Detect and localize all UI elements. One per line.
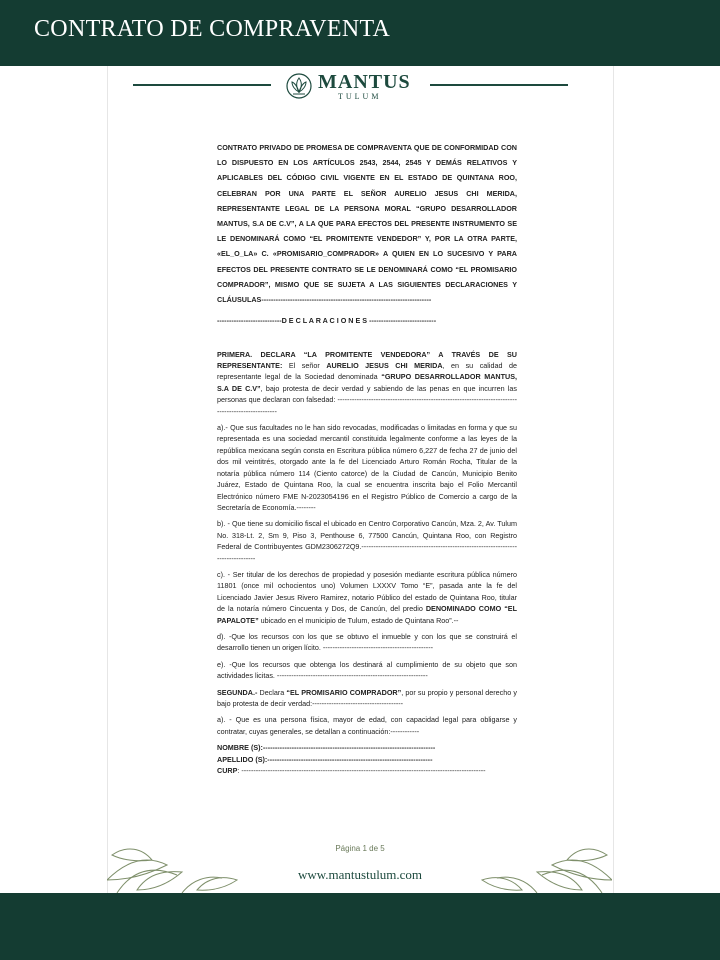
header-band xyxy=(0,0,720,66)
segunda-text-1: Declara xyxy=(257,687,287,697)
contract-body xyxy=(217,140,517,776)
segunda-bold: “EL PROMISARIO COMPRADOR” xyxy=(286,687,402,697)
clause-b: b). - Que tiene su domicilio fiscal el ubicado en Centro Corporativo Cancún, Mza. 2, Av. Tulum No. 318-Lt. 2, Sm 9, Piso 3, Penthouse 6, 77500 Cancún, Quintana Roo, con Registro Federal de Contribuyentes GDM2306272Q9.--------------------------------------------------------------------------------- xyxy=(217,519,517,563)
field-nombre: NOMBRE (S):------------------------------------------------------------------------ xyxy=(217,743,436,753)
field-apellido: APELLIDO (S):--------------------------------------------------------------------- xyxy=(217,754,433,764)
contract-intro: CONTRATO PRIVADO DE PROMESA DE COMPRAVENTA QUE DE CONFORMIDAD CON LO DISPUESTO EN LOS ARTÍCULOS 2543, 2544, 2545 Y DEMÁS RELATIVOS Y APLICABLES DEL CÓDIGO CIVIL VIGENTE EN EL ESTADO DE QUINTANA ROO, CELEBRAN POR UNA PARTE EL SEÑOR AURELIO JESUS CHI MERIDA, REPRESENTANTE LEGAL DE LA PERSONA MORAL “GRUPO DESARROLLADOR MANTUS, S.A DE C.V”, A LA QUE PARA EFECTOS DEL PRESENTE INSTRUMENTO SE LE DENOMINARÁ COMO “EL PROMITENTE VENDEDOR” Y, POR LA OTRA PARTE, «EL_O_LA» C. «PROMISARIO_COMPRADOR» A QUIEN EN LO SUCESIVO Y PARA EFECTOS DEL PRESENTE CONTRATO SE LE DENOMINARÁ COMO “EL PROMISARIO COMPRADOR”, MISMO QUE SE SUJETA A LAS SIGUIENTES DECLARACIONES Y CLÁUSULAS----------------------------------------------------------------------- xyxy=(217,143,517,305)
clause-c-text-1: c). - Ser titular de los derechos de propiedad y posesión mediante escritura pública número 11801 (once mil ochocientos uno) Volumen LXXXV Tomo “E”, pasada ante la fe del Licenciado Javier Jesus Rivero Ramirez, notario Público del estado de Quintana Roo, titular de la notaría número Cincuenta y Dos, de Cancún, del predio xyxy=(217,569,517,614)
lotus-logo-icon xyxy=(286,73,312,99)
logo-divider-right xyxy=(430,84,568,86)
clause-c xyxy=(217,569,517,626)
website-link[interactable]: www.mantustulum.com xyxy=(297,867,423,882)
page-number: Página 1 de 5 xyxy=(335,844,385,853)
logo-subtitle: TULUM xyxy=(338,92,382,101)
segunda-clause-a: a). - Que es una persona física, mayor de edad, con capacidad legal para obligarse y contratar, cuyas generales, se detallan a continuación:------------ xyxy=(217,715,517,736)
clause-e: e). -Que los recursos que obtenga los destinará al cumplimiento de su objeto que son actividades licitas. --------------------------------------------------------------- xyxy=(217,659,517,681)
field-curp xyxy=(217,765,517,776)
footer-band xyxy=(0,893,720,960)
primera-text-2: , en su calidad de representante legal de la Sociedad denominada xyxy=(217,361,517,382)
clause-a: a).- Que sus facultades no le han sido revocadas, modificadas o limitadas en forma y que su representada es una sociedad mercantil constituida legalmente conforme a las leyes de la república mexicana según consta en Escritura pública número 6,227 de fecha 27 de junio del dos mil veintitrés, otorgado ante la fe del Licenciado Arturo Román Rocha, Titular de la notaría pública número 114 (Ciento catorce) de la Ciudad de Cancún, Municipio Benito Juárez, Estado de Quintana Roo, la cual se encuentra inscrita bajo el Folio Mercantil Electrónico número FME N-2023054196 en el Registro Público de Comercio a cargo de la Secretaría de Economía.-------- xyxy=(217,423,517,512)
declaraciones-heading: ---------------------------D E C L A R A C I O N E S ---------------------------- xyxy=(217,316,437,326)
field-curp-label: CURP xyxy=(217,766,238,776)
clause-c-bold: DENOMINADO COMO “EL PAPALOTE” xyxy=(217,604,517,625)
document-title: CONTRATO DE COMPRAVENTA xyxy=(34,16,391,42)
field-curp-dashes: : ------------------------------------------------------------------------------------------------------ xyxy=(237,766,486,776)
logo-name: MANTUS xyxy=(318,71,411,93)
primera-company: “GRUPO DESARROLLADOR MANTUS, S.A DE C.V” xyxy=(217,372,517,393)
logo-divider-left xyxy=(133,84,271,86)
primera-text-1: El señor xyxy=(282,361,327,371)
clause-c-text-2: ubicado en el municipio de Tulum, estado de Quintana Roo”.-- xyxy=(258,615,459,625)
segunda-text-2: , por su propio y personal derecho y bajo protesta de decir verdad:-------------------------------------- xyxy=(217,687,517,709)
primera-text-3: , bajo protesta de decir verdad y sabiendo de las penas en que incurren las personas que declaran con falsedad: ---------------------------------------------------------------------------------------------------- xyxy=(217,383,517,416)
segunda-declaration xyxy=(217,687,517,710)
primera-label: PRIMERA. DECLARA “LA PROMITENTE VENDEDORA” A TRAVÉS DE SU REPRESENTANTE: xyxy=(217,349,517,371)
clause-d: d). -Que los recursos con los que se obtuvo el inmueble y con los que se construirá el desarrollo tienen un origen lícito. ---------------------------------------------- xyxy=(217,631,517,653)
primera-name: AURELIO JESUS CHI MERIDA xyxy=(326,361,443,371)
segunda-label: SEGUNDA.- xyxy=(217,687,258,697)
primera-declaration xyxy=(217,349,517,417)
